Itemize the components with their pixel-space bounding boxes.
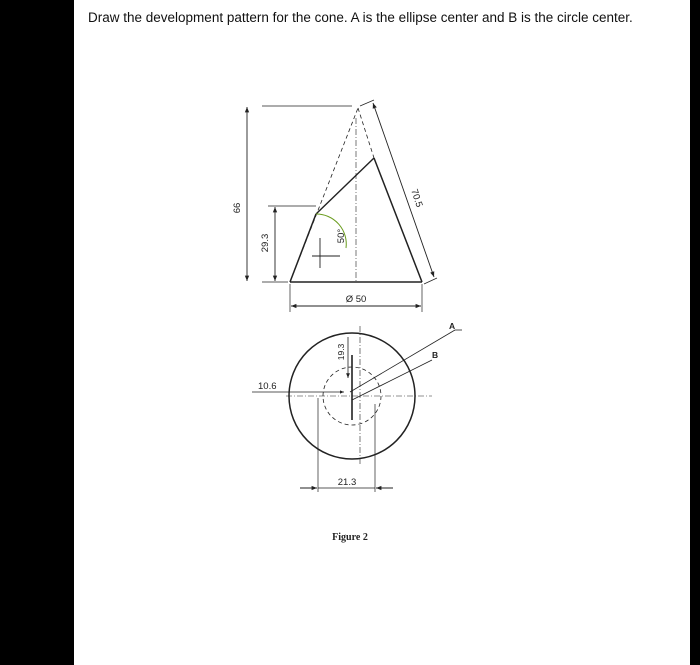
dim-cut-height: 29.3 [260,233,271,253]
leader-a [350,330,455,392]
dim-slant: 70.5 [408,187,425,209]
cut-plane-line [316,158,374,214]
front-view [247,100,437,312]
dim-top-left: 10.6 [258,381,277,392]
dim-angle: 50° [336,228,347,244]
cone-right-edge-hidden [358,108,374,158]
figure-caption: Figure 2 [332,532,368,543]
point-a-label: A [449,321,456,331]
cone-right-edge [374,158,425,282]
dim-slant-line [373,103,434,277]
question-text: Draw the development pattern for the cone. A is the ellipse center and B is the circle center. [88,10,633,25]
dim-top-bottom: 21.3 [337,477,357,488]
dim-total-height: 66 [232,202,243,214]
dim-base-diameter: Ø 50 [345,294,367,305]
top-view [252,326,462,492]
point-b-label: B [432,350,439,360]
dim-top-vertical: 19.3 [336,343,346,361]
leader-b [352,360,432,400]
cone-left-edge [290,214,316,282]
